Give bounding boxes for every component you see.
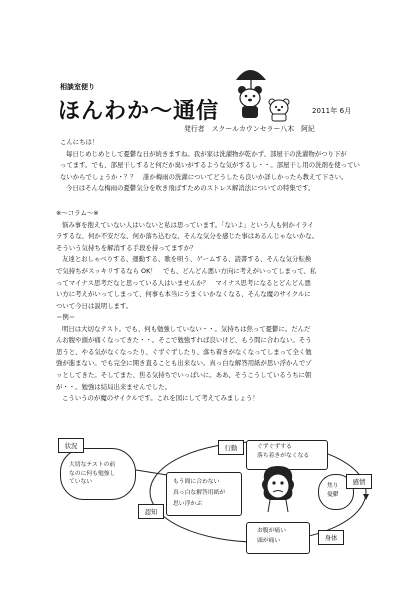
newsletter-title: ほんわか～通信 bbox=[58, 99, 220, 124]
column-line: ついて今日は説明します。 bbox=[56, 301, 133, 310]
column-line: 悩み事を抱えていない人はいないと私は思っています。「ないよ」という人も何かイライ bbox=[62, 220, 314, 229]
cognition-text: 思い浮かぶ bbox=[173, 501, 202, 507]
column-line: そういう気持ちを解消する手段を持ってますか？ bbox=[56, 243, 197, 252]
greeting-line: 毎日じめじめとして憂鬱な日が続きますね。我が家は洗濯物が乾かず、部屋干の洗濯物がつり下が bbox=[66, 149, 347, 158]
example-line: 明日は大切なテスト。でも、何も勉強していない・・。気持ちは焦って憂鬱に。だんだ bbox=[62, 324, 311, 333]
example-heading: ＝例＝ bbox=[56, 313, 76, 321]
action-text: 落ち着きがなくなる bbox=[257, 453, 310, 459]
cognition-text: 真っ白な解答用紙が bbox=[173, 490, 226, 496]
example-line: んお腹や頭が痛くなってきた・・。そこで勉強すれば良いけど、もう間に合わない。そう bbox=[56, 336, 312, 345]
example-line: が・・。勉強は結局出来ませんでした。 bbox=[56, 382, 172, 391]
body-tag: 身体 bbox=[318, 530, 344, 545]
emotion-tag: 感情 bbox=[346, 474, 372, 489]
column-line: ラするな、何か不安だな、何か落ち込むな、そんな気分を感じた事はあるんじゃないかな。 bbox=[56, 232, 319, 241]
example-line: ッとしてきた。そしてまた、焦る気持ちでいっぱいに。ああ、そうこうしているうちに朝 bbox=[56, 370, 312, 379]
action-tag: 行動 bbox=[218, 440, 244, 455]
action-text: ぐずぐずする bbox=[257, 444, 292, 450]
column-heading: ※～コラム～※ bbox=[56, 209, 99, 217]
situation-text: 大切なテストの前 bbox=[69, 462, 116, 468]
greeting-line: ってます。でも、部屋干しすると何だか臭いがするような気がするし・・。部屋干し用の洗剤を使ってい bbox=[60, 161, 360, 170]
emotion-text: 焦り bbox=[327, 483, 339, 489]
column-line: 友達とおしゃべりする、運動する、歌を唄う、ゲームする、読書する、そんな気分転換 bbox=[62, 255, 312, 264]
body-text: 頭が痛い bbox=[257, 538, 281, 544]
cognition-box bbox=[166, 472, 242, 516]
situation-tag: 状況 bbox=[58, 438, 84, 453]
situation-text: なのに何も勉強し bbox=[69, 470, 116, 477]
body-box bbox=[246, 522, 310, 554]
body-text: お腹が痛い bbox=[257, 528, 286, 534]
example-line: 強が進まない。でも完全に開き直ることも出来ない。真っ白な解答用紙が思い浮かんでゾ bbox=[56, 359, 312, 368]
cognition-text: もう間に合わない bbox=[173, 479, 220, 485]
greeting-line: 今日はそんな梅雨の憂鬱気分を吹き飛ばすためのストレス解消法についての特集です。 bbox=[66, 184, 315, 193]
example-line: 思うと、やる気がなくなったり、ぐずぐずしたり、落ち着きがなくなってしまって全く勉 bbox=[56, 347, 312, 356]
situation-text: ていない bbox=[69, 479, 93, 485]
column-line: い方に考えがいってしまって、何事も本当にうまくいかなくなる、そんな魔のサイクルに bbox=[56, 290, 311, 299]
issue-date: 2011年 6月 bbox=[312, 107, 352, 115]
publisher: 発行者 スクールカウンセラー八木 阿紀 bbox=[184, 125, 315, 133]
situation-box bbox=[60, 448, 136, 500]
worried-face-illustration bbox=[258, 464, 298, 514]
newsletter-label: 相談室便り bbox=[60, 83, 95, 91]
column-line: で気持ちがスッキリするなら OK！ でも、どんどん悪い方向に考えがいってしまって、私 bbox=[56, 266, 317, 275]
cognition-tag: 認知 bbox=[138, 504, 164, 519]
salutation: こんにちは！ bbox=[60, 138, 99, 146]
greeting-line: ないからでしょうか・？？ 誰か梅雨の洗濯についてどうしたら良いか詳しかったら教えて下さい。 bbox=[60, 172, 348, 181]
emotion-text: 憂鬱 bbox=[327, 492, 339, 498]
column-line: ってマイナス思考だなと思っている人はいませんか？ マイナス思考になるとどんどん悪 bbox=[56, 278, 311, 287]
example-line: こういうのが魔のサイクルです。これを図にして考えてみましょう！ bbox=[62, 394, 259, 403]
